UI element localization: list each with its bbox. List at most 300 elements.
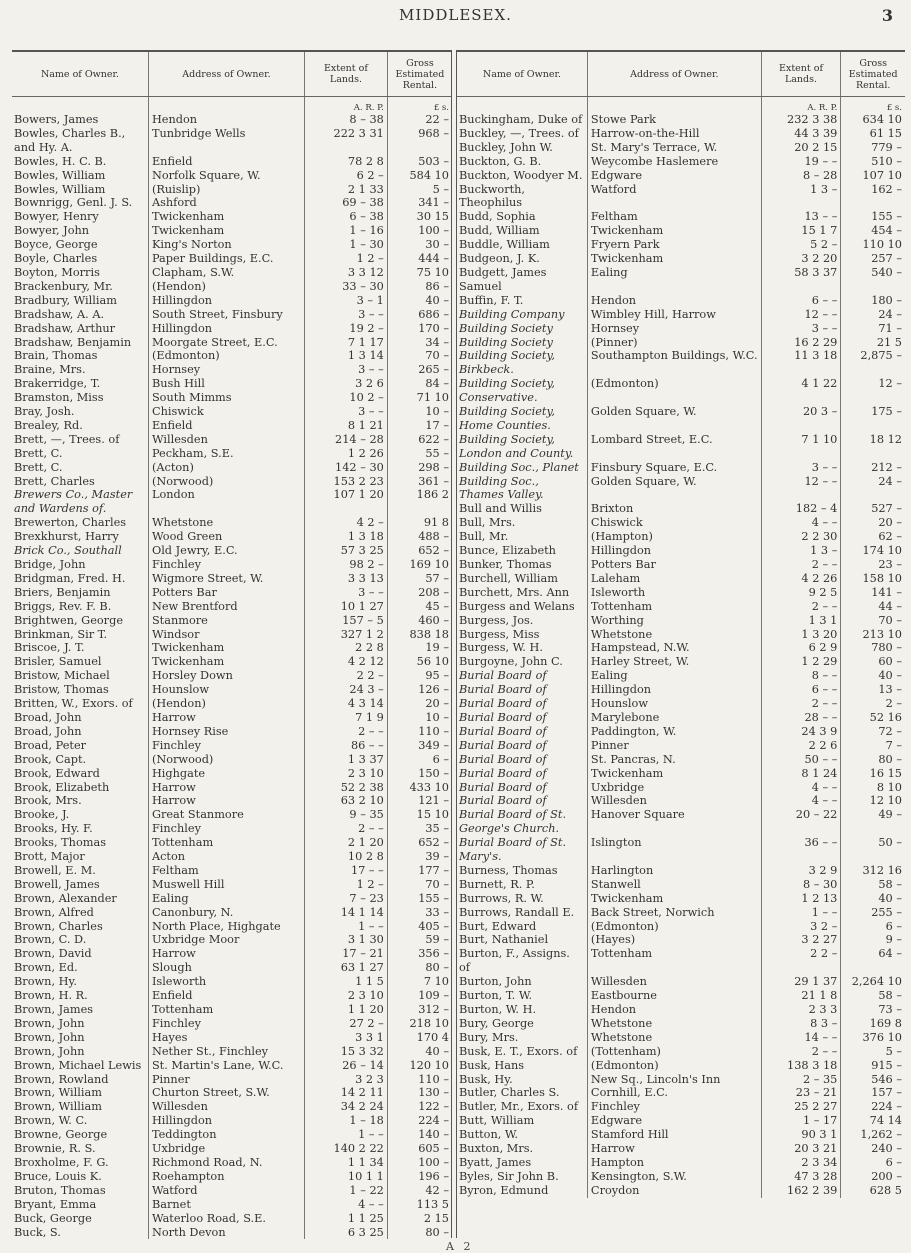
land-extent: 3 – – [305, 405, 388, 419]
gross-rental: 57 – [387, 572, 452, 586]
owner-address: Paddington, W. [587, 725, 761, 739]
gross-rental: 2,875 – [841, 349, 905, 377]
owner-name: Boyle, Charles [14, 252, 98, 266]
land-extent: 2 3 10 [305, 767, 388, 781]
land-extent: 3 – – [305, 363, 388, 377]
owner-address: Highgate [148, 767, 304, 781]
land-extent: 2 – – [305, 822, 388, 836]
table-row [12, 614, 452, 628]
owner-address: Eastbourne [587, 989, 761, 1003]
owner-name: Buckley, —, Trees. of [459, 126, 579, 140]
owner-name: Brook, Capt. [14, 752, 87, 766]
land-extent: 19 2 – [305, 322, 388, 336]
land-extent: 2 – – [305, 725, 388, 739]
owner-address: Watford [148, 1184, 304, 1198]
owner-address: Worthing [587, 614, 761, 628]
land-extent: 7 1 9 [305, 711, 388, 725]
owner-name: Britten, W., Exors. of [14, 697, 133, 711]
owner-address: Uxbridge Moor [148, 933, 304, 947]
gross-rental: 838 18 [387, 628, 452, 642]
land-extent: 3 – 1 [305, 294, 388, 308]
owner-name: Building Soc., Planet [459, 460, 579, 474]
owner-name: Brown, John [14, 1016, 85, 1030]
table-row [12, 322, 452, 336]
owner-name: Bowyer, Henry [14, 210, 99, 224]
table-row [457, 947, 905, 975]
land-extent: 14 1 14 [305, 906, 388, 920]
gross-rental: 70 – [387, 878, 452, 892]
owner-name: Brownie, R. S. [14, 1142, 96, 1156]
gross-rental: 361 – [387, 475, 452, 489]
table-row [12, 530, 452, 544]
owner-name: Bury, Mrs. [459, 1030, 519, 1044]
land-extent: 1 2 – [305, 252, 388, 266]
owner-address: Whetstone [148, 516, 304, 530]
table-row [12, 1100, 452, 1114]
owner-name: Bowles, William [14, 168, 106, 182]
land-extent: 4 – – [305, 1198, 388, 1212]
land-extent: 1 – 30 [305, 238, 388, 252]
table-row [12, 767, 452, 781]
table-row [12, 252, 452, 266]
owner-address: Tottenham [587, 600, 761, 614]
owner-address: Ealing [587, 266, 761, 294]
owner-name: Budgeon, J. K. [459, 252, 540, 266]
gross-rental: 84 – [387, 377, 452, 391]
owner-address: Willesden [148, 1100, 304, 1114]
gross-rental: 71 10 [387, 391, 452, 405]
owner-address: Roehampton [148, 1170, 304, 1184]
owner-name: Brown, H. R. [14, 989, 88, 1003]
gross-rental: 527 – [841, 502, 905, 516]
table-row [12, 739, 452, 753]
gross-rental: 157 – [841, 1086, 905, 1100]
gross-rental: 91 8 [387, 516, 452, 530]
gross-rental: 40 – [387, 1045, 452, 1059]
owner-name: Button, W. [459, 1128, 519, 1142]
land-extent: 1 3 18 [305, 530, 388, 544]
land-extent: 6 2 9 [761, 641, 841, 655]
land-extent: 1 – – [305, 920, 388, 934]
owner-address: Stanmore [148, 614, 304, 628]
gross-rental: 20 – [387, 697, 452, 711]
owner-address: Finsbury Square, E.C. [587, 461, 761, 475]
owner-address: Chiswick [587, 516, 761, 530]
land-extent: 1 3 20 [761, 628, 841, 642]
table-row [457, 641, 905, 655]
gross-rental: 584 10 [387, 169, 452, 183]
owner-name: Byron, Edmund [459, 1183, 549, 1197]
owner-address: Waterloo Road, S.E. [148, 1212, 304, 1226]
owner-address: Harlington [587, 864, 761, 878]
table-row [12, 419, 452, 433]
owner-address: Slough [148, 961, 304, 975]
owner-name: Brown, Charles [14, 919, 103, 933]
owner-name: Busk, E. T., Exors. of [459, 1044, 578, 1058]
owner-name: Brown, John [14, 1030, 85, 1044]
land-extent: 90 3 1 [761, 1128, 841, 1142]
printer-signature: A 2 [446, 1240, 474, 1253]
gross-rental: 255 – [841, 906, 905, 920]
owner-address: Old Jewry, E.C. [148, 544, 304, 558]
gross-rental: 257 – [841, 252, 905, 266]
table-row [457, 1184, 905, 1198]
land-extent: 1 – 18 [305, 1114, 388, 1128]
owner-address: Paper Buildings, E.C. [148, 252, 304, 266]
gross-rental: 33 – [387, 906, 452, 920]
owner-address: Finchley [587, 1100, 761, 1114]
land-extent: 5 2 – [761, 238, 841, 252]
gross-rental: 100 – [387, 224, 452, 238]
land-extent: 26 – 14 [305, 1059, 388, 1073]
gross-rental: 5 – [841, 1045, 905, 1059]
table-row [457, 516, 905, 530]
table-row [12, 794, 452, 808]
owner-address: Hillingdon [587, 683, 761, 697]
gross-rental: 56 10 [387, 655, 452, 669]
gross-rental: 80 – [387, 1226, 452, 1240]
table-row [457, 753, 905, 767]
owner-name: Building Soc., Thames Valley. [459, 474, 544, 502]
gross-rental: 72 – [841, 725, 905, 739]
rental-units: £ s. [841, 97, 905, 114]
owner-address: Southampton Buildings, W.C. [587, 349, 761, 377]
land-extent: 1 – 16 [305, 224, 388, 238]
owner-name: Budd, William [459, 224, 540, 238]
land-extent: 58 3 37 [761, 266, 841, 294]
table-row [12, 1086, 452, 1100]
owner-name: Braine, Mrs. [14, 363, 86, 377]
land-extent: 8 – – [761, 669, 841, 683]
owner-address: Hornsey [148, 363, 304, 377]
owner-address: Norfolk Square, W. [148, 169, 304, 183]
gross-rental: 341 – [387, 196, 452, 210]
owner-name: Broad, John [14, 724, 82, 738]
land-extent: 98 2 – [305, 558, 388, 572]
owner-address: Hillingdon [148, 1114, 304, 1128]
owner-address: Twickenham [148, 641, 304, 655]
gross-rental: 2 – [841, 697, 905, 711]
owner-name: Buckley, John W. [459, 140, 553, 154]
table-row [12, 308, 452, 322]
gross-rental: 1,262 – [841, 1128, 905, 1142]
owner-address: Tottenham [148, 1003, 304, 1017]
table-row [457, 1100, 905, 1114]
owner-address: Harrow-on-the-Hill [587, 127, 761, 141]
gross-rental: 23 – [841, 558, 905, 572]
owner-name: Bunce, Elizabeth [459, 544, 556, 558]
table-row [12, 447, 452, 461]
owner-name: Broxholme, F. G. [14, 1155, 109, 1169]
gross-rental: 58 – [841, 989, 905, 1003]
owner-name: Bull and Willis [459, 502, 542, 516]
land-extent: 3 – – [305, 586, 388, 600]
land-extent: 1 2 26 [305, 447, 388, 461]
table-header-row [457, 51, 905, 97]
owner-address: Stanwell [587, 878, 761, 892]
owner-name: Browell, James [14, 877, 100, 891]
owner-address: Finchley [148, 739, 304, 753]
gross-rental: 169 10 [387, 558, 452, 572]
table-row [457, 113, 905, 127]
gross-rental: 141 – [841, 586, 905, 600]
table-row [457, 1156, 905, 1170]
owner-address: Horsley Down [148, 669, 304, 683]
table-row [12, 961, 452, 975]
land-extent: 214 – 28 [305, 433, 388, 447]
owner-address: Twickenham [587, 767, 761, 781]
owner-name: Brook, Edward [14, 766, 100, 780]
land-extent: 1 3 14 [305, 349, 388, 363]
land-extent: 52 2 38 [305, 781, 388, 795]
table-row [457, 586, 905, 600]
table-row [12, 127, 452, 155]
extent-units: A. R. P. [761, 97, 841, 114]
owner-address: Ealing [587, 669, 761, 683]
owner-name: Brown, Hy. [14, 975, 77, 989]
table-row [12, 933, 452, 947]
owner-address: Richmond Road, N. [148, 1156, 304, 1170]
owner-address: Chiswick [148, 405, 304, 419]
owner-name: Brackenbury, Mr. [14, 279, 113, 293]
owner-name: Burial Board of [459, 766, 547, 780]
table-row [12, 850, 452, 864]
owner-address: Willesden [148, 433, 304, 447]
owner-name: Burt, Nathaniel [459, 933, 549, 947]
owner-address: (Hendon) [148, 280, 304, 294]
gross-rental: 158 10 [841, 572, 905, 586]
land-extent: 24 3 – [305, 683, 388, 697]
table-row [12, 433, 452, 447]
owner-address: Hendon [587, 1003, 761, 1017]
land-extent: 107 1 20 [305, 488, 388, 516]
gross-rental: 503 – [387, 155, 452, 169]
land-extent: 1 3 1 [761, 614, 841, 628]
owner-address: Enfield [148, 989, 304, 1003]
gross-rental: 6 – [841, 920, 905, 934]
owner-address: Wood Green [148, 530, 304, 544]
owner-address: Harrow [148, 947, 304, 961]
owner-name: Burrows, R. W. [459, 891, 544, 905]
owner-name: Buck, George [14, 1211, 92, 1225]
land-extent: 14 2 11 [305, 1086, 388, 1100]
owner-name: Burial Board of [459, 738, 547, 752]
gross-rental: 510 – [841, 155, 905, 169]
gross-rental: 40 – [387, 294, 452, 308]
header-rental: Gross Estimated Rental. [387, 51, 452, 97]
owner-address: Finchley [148, 558, 304, 572]
gross-rental: 175 – [841, 405, 905, 433]
gross-rental: 265 – [387, 363, 452, 377]
gross-rental: 224 – [841, 1100, 905, 1114]
owner-name: Briggs, Rev. F. B. [14, 599, 112, 613]
table-row [12, 864, 452, 878]
table-row [457, 697, 905, 711]
gross-rental: 62 – [841, 530, 905, 544]
land-extent: 57 3 25 [305, 544, 388, 558]
owner-name: Brewers Co., Master and Wardens of. [14, 488, 133, 516]
land-extent: 3 2 – [761, 920, 841, 934]
gross-rental: 622 – [387, 433, 452, 447]
table-row [12, 1073, 452, 1087]
page-number: 3 [881, 6, 893, 25]
table-row [457, 238, 905, 252]
table-row [457, 294, 905, 308]
land-extent: 3 1 30 [305, 933, 388, 947]
rental-units: £ s. [387, 97, 452, 114]
gross-rental: 218 10 [387, 1017, 452, 1031]
table-row [457, 975, 905, 989]
gross-rental: 60 – [841, 655, 905, 669]
owner-name: Brown, Michael Lewis [14, 1058, 142, 1072]
table-row [12, 1198, 452, 1212]
owner-name: Burton, W. H. [459, 1003, 537, 1016]
land-extent: 8 – 38 [305, 113, 388, 127]
owner-address: King's Norton [148, 238, 304, 252]
table-row [457, 349, 905, 377]
land-extent: 3 – – [305, 308, 388, 322]
owner-name: Buffin, F. T. [459, 293, 524, 307]
owner-address: Golden Square, W. [587, 475, 761, 503]
table-row [12, 697, 452, 711]
gross-rental: 24 – [841, 475, 905, 503]
owner-address: Fryern Park [587, 238, 761, 252]
owner-address: Isleworth [587, 586, 761, 600]
owner-name: Brooks, Hy. F. [14, 822, 93, 836]
owner-address: (Pinner) [587, 336, 761, 350]
owner-address: Twickenham [148, 210, 304, 224]
land-extent: 20 – 22 [761, 808, 841, 836]
owner-address: Croydon [587, 1184, 761, 1198]
land-extent: 4 – – [761, 781, 841, 795]
left-owner-table [12, 50, 452, 1239]
table-row [457, 322, 905, 336]
owner-address: Tottenham [148, 836, 304, 850]
owner-address: Harrow [148, 781, 304, 795]
owner-address: Laleham [587, 572, 761, 586]
owner-name: Buckingham, Duke of [459, 113, 583, 126]
owner-address: Hounslow [148, 683, 304, 697]
gross-rental: 30 – [387, 238, 452, 252]
gross-rental: 64 – [841, 947, 905, 975]
owner-name: Brinkman, Sir T. [14, 627, 108, 641]
owner-name: Brook, Elizabeth [14, 780, 110, 794]
table-row [12, 628, 452, 642]
table-row [457, 933, 905, 947]
table-row [12, 349, 452, 363]
land-extent: 2 – 35 [761, 1073, 841, 1087]
owner-address: Watford [587, 183, 761, 211]
owner-address: Canonbury, N. [148, 906, 304, 920]
land-extent: 3 3 1 [305, 1031, 388, 1045]
land-extent: 1 – – [305, 1128, 388, 1142]
land-extent: 162 2 39 [761, 1184, 841, 1198]
land-extent: 2 3 34 [761, 1156, 841, 1170]
gross-rental: 12 10 [841, 794, 905, 808]
owner-name: Bury, George [459, 1016, 534, 1030]
gross-rental: 100 – [387, 1156, 452, 1170]
gross-rental: 75 10 [387, 266, 452, 280]
table-row [457, 141, 905, 155]
gross-rental: 24 – [841, 308, 905, 322]
table-row [12, 781, 452, 795]
gross-rental: 298 – [387, 461, 452, 475]
land-extent: 21 1 8 [761, 989, 841, 1003]
owner-name: Burial Board of [459, 683, 547, 697]
owner-name: Burt, Edward [459, 919, 537, 933]
table-row [12, 753, 452, 767]
land-extent: 20 3 – [761, 405, 841, 433]
owner-name: Bradbury, William [14, 293, 117, 307]
owner-address: Hayes [148, 1031, 304, 1045]
gross-rental: 376 10 [841, 1031, 905, 1045]
owner-name: Buck, S. [14, 1225, 61, 1239]
owner-name: Butt, William [459, 1114, 535, 1128]
gross-rental: 540 – [841, 266, 905, 294]
owner-address: Cornhill, E.C. [587, 1086, 761, 1100]
owner-address: Twickenham [587, 892, 761, 906]
owner-name: Brewerton, Charles [14, 516, 127, 530]
gross-rental: 200 – [841, 1170, 905, 1184]
land-extent: 2 3 10 [305, 989, 388, 1003]
gross-rental: 170 4 [387, 1031, 452, 1045]
land-extent: 3 3 13 [305, 572, 388, 586]
owner-address: Brixton [587, 502, 761, 516]
table-row [457, 530, 905, 544]
gross-rental: 110 – [387, 725, 452, 739]
gross-rental: 95 – [387, 669, 452, 683]
gross-rental: 21 5 [841, 336, 905, 350]
owner-name: Budd, Sophia [459, 210, 536, 224]
owner-name: Brown, John [14, 1044, 85, 1058]
owner-address: (Tottenham) [587, 1045, 761, 1059]
owner-name: Bridgman, Fred. H. [14, 571, 126, 585]
land-extent: 10 2 – [305, 391, 388, 405]
owner-address: Enfield [148, 419, 304, 433]
owner-address: Tottenham [587, 947, 761, 975]
owner-name: Bryant, Emma [14, 1197, 97, 1211]
owner-name: Brown, W. C. [14, 1114, 88, 1128]
land-extent: 4 2 12 [305, 655, 388, 669]
owner-name: Building Company [459, 307, 565, 321]
owner-address: Twickenham [587, 252, 761, 266]
table-row [12, 294, 452, 308]
gross-rental: 17 – [387, 419, 452, 433]
gross-rental: 224 – [387, 1114, 452, 1128]
left-table-panel [12, 50, 452, 1239]
owner-address: Twickenham [587, 224, 761, 238]
table-row [12, 1212, 452, 1226]
land-extent: 222 3 31 [305, 127, 388, 155]
owner-name: Boyce, George [14, 238, 98, 252]
owner-address: Golden Square, W. [587, 405, 761, 433]
owner-name: Bradshaw, Benjamin [14, 335, 132, 349]
table-row [457, 1170, 905, 1184]
table-row [12, 516, 452, 530]
owner-name: Burial Board of St. Mary's. [459, 836, 567, 864]
owner-address: Feltham [587, 210, 761, 224]
owner-address: Moorgate Street, E.C. [148, 336, 304, 350]
owner-name: Brett, Charles [14, 474, 95, 488]
land-extent: 3 2 6 [305, 377, 388, 391]
table-row [457, 155, 905, 169]
owner-address: Teddington [148, 1128, 304, 1142]
gross-rental: 45 – [387, 600, 452, 614]
gross-rental: 59 – [387, 933, 452, 947]
owner-address: Barnet [148, 1198, 304, 1212]
gross-rental: 52 16 [841, 711, 905, 725]
owner-address: (Norwood) [148, 475, 304, 489]
